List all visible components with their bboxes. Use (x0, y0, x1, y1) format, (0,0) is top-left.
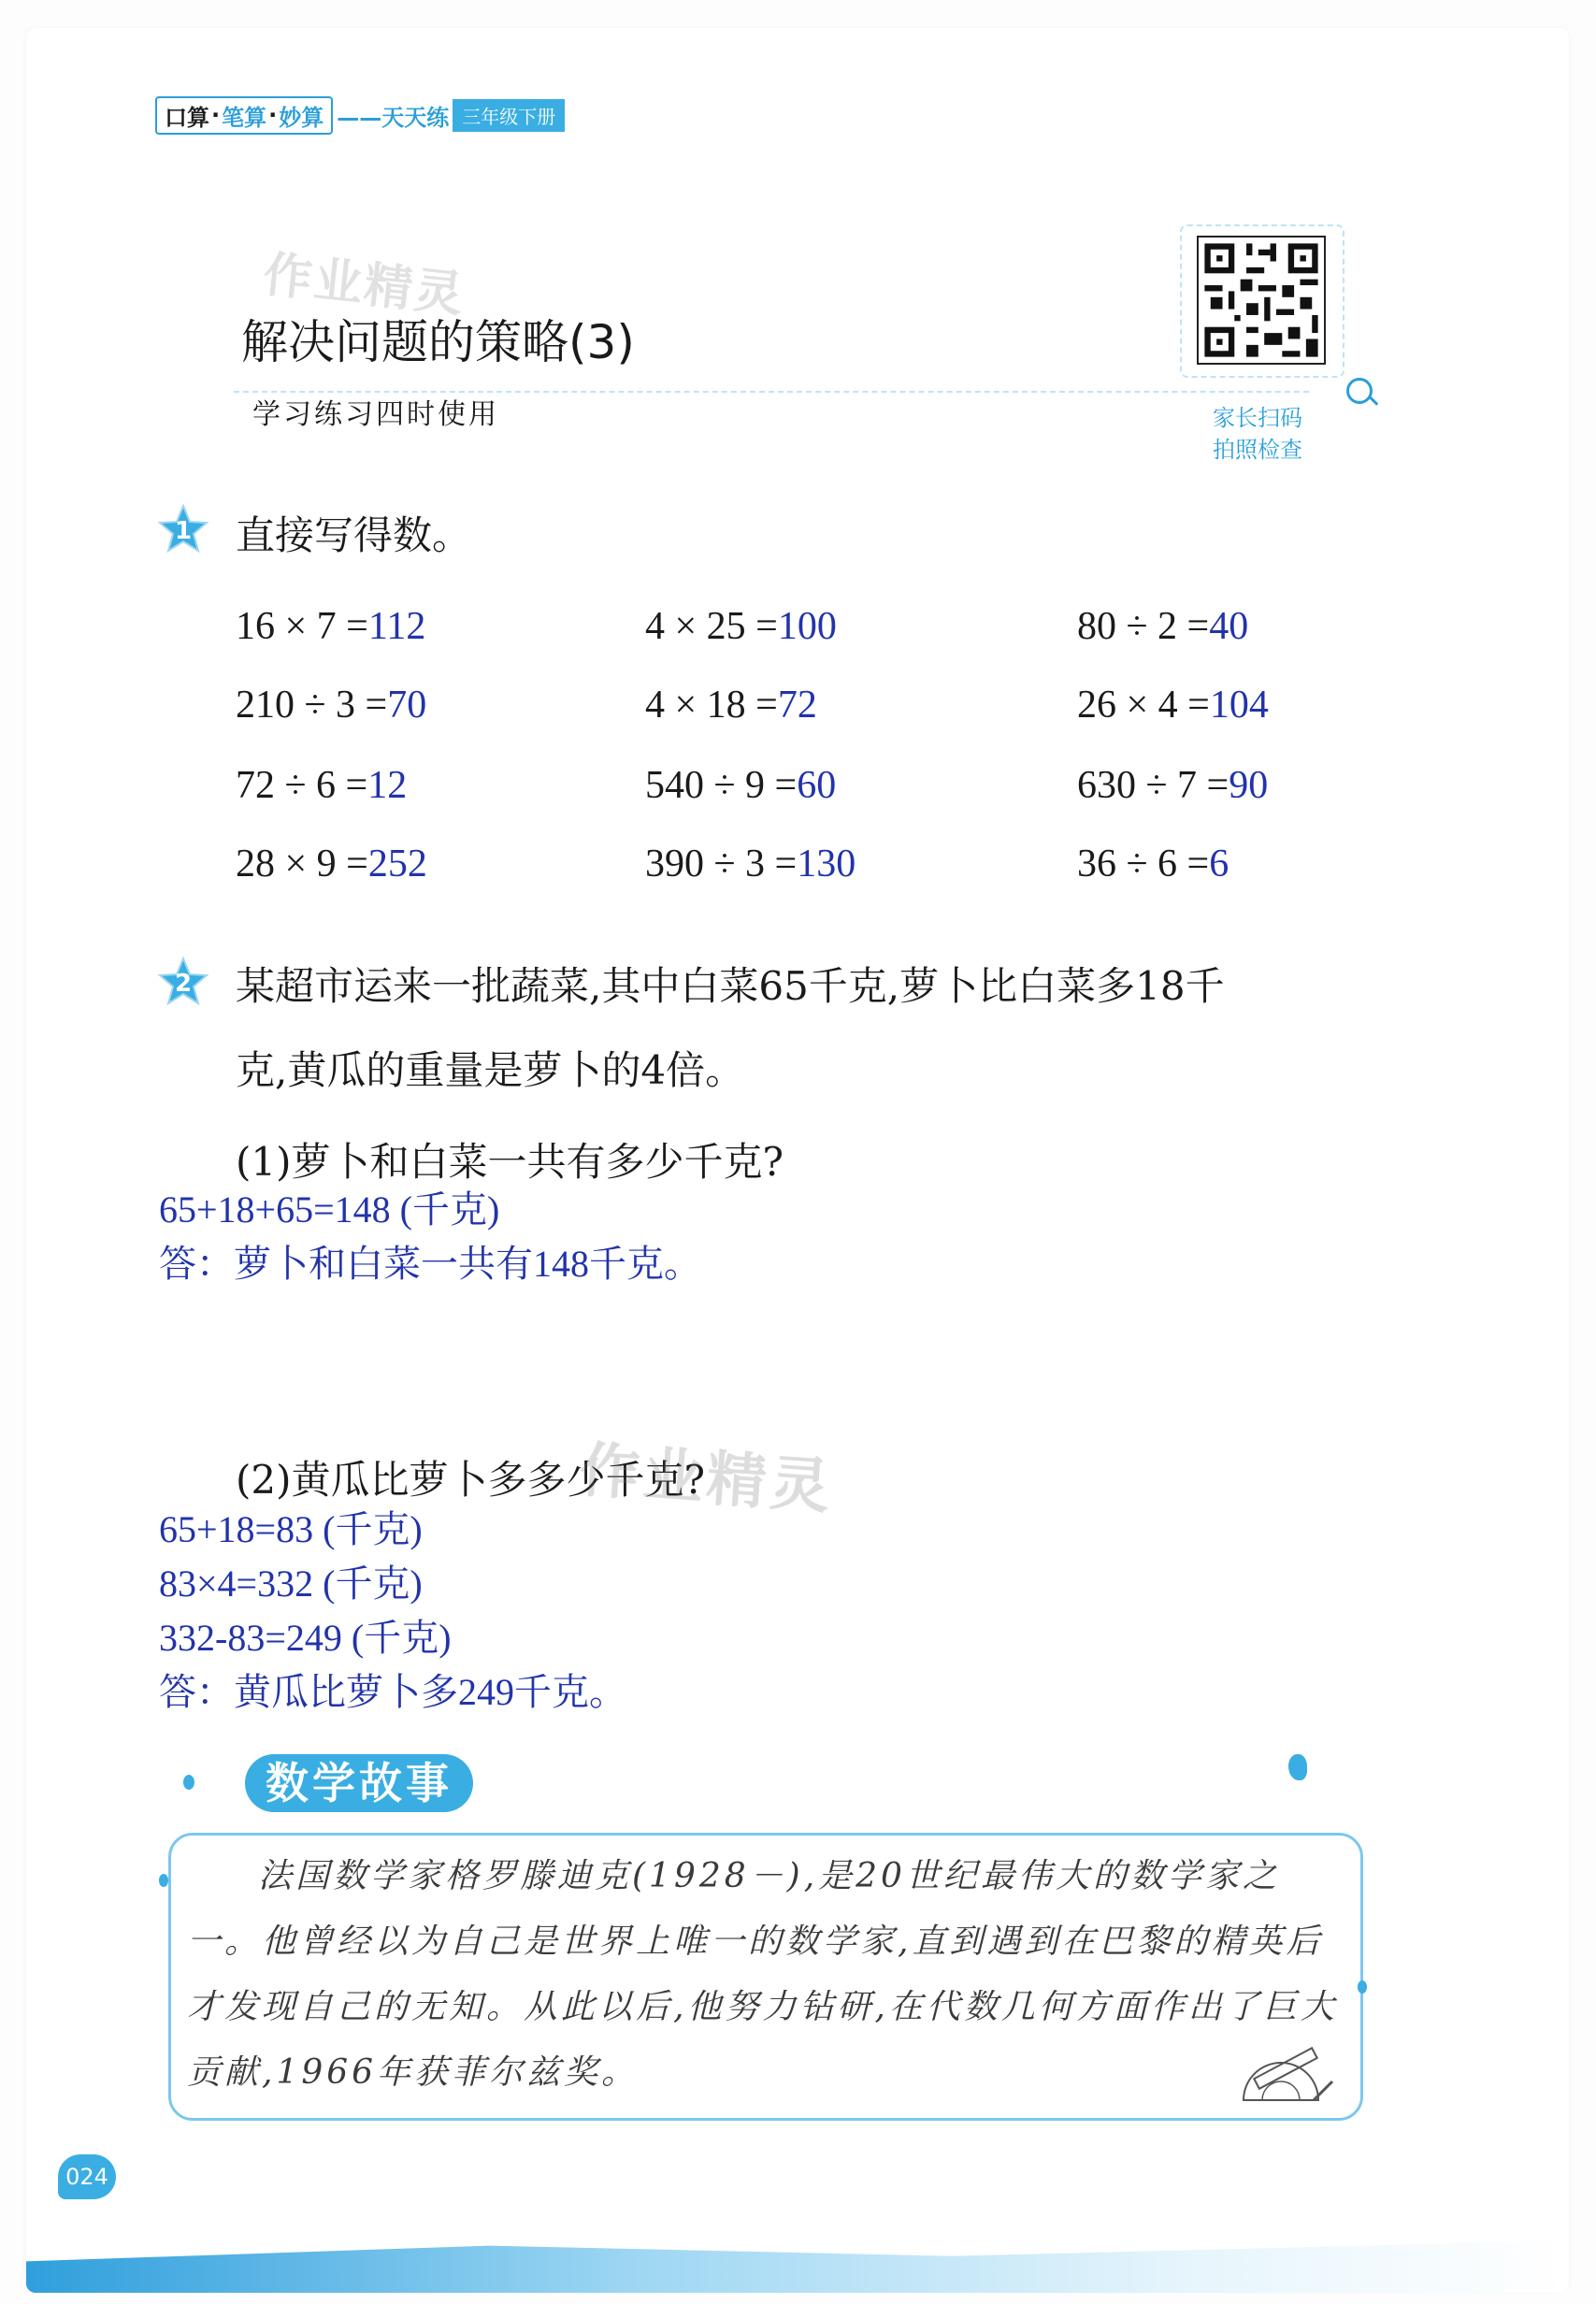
math-story-body: 法国数学家格罗滕迪克(1928－),是20世纪最伟大的数学家之一。他曾经以为自己是世界上唯一的数学家,直到遇到在巴黎的精英后才发现自己的无知。从此以后,他努力钻研,在代数几何方面作出了巨大贡献,1966年获菲尔兹奖。 (187, 1857, 1338, 2092)
ruler-protractor-icon (1234, 2044, 1337, 2110)
arithmetic-expression: 210 ÷ 3 = (236, 684, 388, 727)
search-icon (1346, 378, 1373, 404)
question-1-number: 1 (174, 517, 193, 545)
sub-question-2-work-line: 65+18=83 (千克) (159, 1508, 423, 1550)
arithmetic-item (645, 763, 836, 808)
question-2-star-icon (157, 956, 209, 1008)
header-dot-2: · (268, 102, 278, 128)
arithmetic-answer: 12 (367, 764, 408, 807)
decor-dot (159, 1874, 168, 1887)
arithmetic-answer: 100 (777, 605, 837, 648)
watermark-top: 作业精灵 (260, 246, 467, 324)
arithmetic-item (236, 842, 427, 886)
arithmetic-answer: 112 (367, 605, 426, 648)
sub-question-2: (2)黄瓜比萝卜多多少千克? (236, 1457, 706, 1503)
arithmetic-expression: 80 ÷ 2 = (1077, 605, 1210, 648)
page-number: 024 (58, 2154, 116, 2199)
book-series-box (155, 96, 333, 135)
header-bisuan: 笔算 (222, 104, 267, 131)
arithmetic-expression: 4 × 25 = (645, 605, 778, 648)
header-kousuan: 口算 (165, 104, 209, 131)
arithmetic-expression: 72 ÷ 6 = (236, 764, 368, 807)
arithmetic-item (645, 604, 837, 649)
arithmetic-answer: 70 (387, 684, 427, 727)
header-grade: 三年级下册 (453, 99, 565, 132)
sub-question-1-work-line: 65+18+65=148 (千克) (159, 1188, 500, 1231)
question-1-star-icon (157, 503, 209, 555)
arithmetic-expression: 540 ÷ 9 = (645, 764, 798, 807)
question-2-line-2: 克,黄瓜的重量是萝卜的4倍。 (236, 1047, 745, 1093)
arithmetic-expression: 390 ÷ 3 = (645, 842, 798, 886)
arithmetic-item (645, 683, 817, 727)
header-miaosuan: 妙算 (279, 104, 324, 131)
header-dot-1: · (211, 102, 221, 128)
decor-dot (1358, 1980, 1367, 1994)
arithmetic-item (236, 683, 426, 727)
arithmetic-item (1077, 604, 1248, 649)
arithmetic-expression: 36 ÷ 6 = (1077, 842, 1210, 886)
decor-dot (183, 1775, 194, 1790)
arithmetic-item (236, 604, 425, 649)
arithmetic-expression: 4 × 18 = (645, 684, 778, 727)
question-1-title: 直接写得数。 (236, 512, 472, 558)
section-title: 解决问题的策略(3) (241, 315, 635, 369)
watermark-middle: 作业精灵 (577, 1435, 836, 1523)
qr-caption (1197, 402, 1318, 466)
arithmetic-answer: 40 (1209, 605, 1249, 648)
arithmetic-expression: 16 × 7 = (236, 605, 368, 648)
qr-caption-line-2: 拍照检查 (1213, 437, 1302, 463)
sub-question-2-answer: 答：黄瓜比萝卜多249千克。 (159, 1671, 626, 1713)
question-2-line-1: 某超市运来一批蔬菜,其中白菜65千克,萝卜比白菜多18千 (236, 963, 1225, 1009)
arithmetic-answer: 60 (797, 764, 837, 807)
arithmetic-item (1077, 763, 1268, 808)
arithmetic-item (1077, 683, 1269, 727)
sub-question-2-work-line: 332-83=249 (千克) (159, 1617, 452, 1659)
qr-caption-line-1: 家长扫码 (1213, 405, 1302, 431)
book-header (155, 99, 565, 131)
math-story-tag: 数学故事 (245, 1754, 473, 1812)
arithmetic-expression: 28 × 9 = (236, 842, 368, 886)
arithmetic-answer: 252 (367, 842, 427, 886)
qr-code-icon[interactable] (1197, 236, 1326, 365)
arithmetic-expression: 630 ÷ 7 = (1077, 764, 1229, 807)
arithmetic-answer: 104 (1209, 684, 1269, 727)
sub-question-1: (1)萝卜和白菜一共有多少千克? (236, 1139, 784, 1185)
arithmetic-answer: 90 (1229, 764, 1269, 807)
arithmetic-answer: 130 (797, 842, 856, 886)
arithmetic-answer: 72 (777, 684, 817, 727)
sub-question-1-answer: 答：萝卜和白菜一共有148千克。 (159, 1243, 701, 1285)
header-tiantianlian: ——天天练 (337, 104, 450, 131)
math-story-text (187, 1844, 1346, 2106)
decor-drop (1288, 1754, 1307, 1780)
section-subtitle: 学习练习四时使用 (252, 398, 499, 431)
arithmetic-item (236, 763, 407, 808)
arithmetic-item (645, 842, 856, 886)
sub-question-2-work-line: 83×4=332 (千克) (159, 1562, 423, 1605)
arithmetic-item (1077, 842, 1229, 886)
question-2-number: 2 (174, 970, 193, 998)
arithmetic-answer: 6 (1209, 842, 1229, 886)
arithmetic-expression: 26 × 4 = (1077, 684, 1210, 727)
